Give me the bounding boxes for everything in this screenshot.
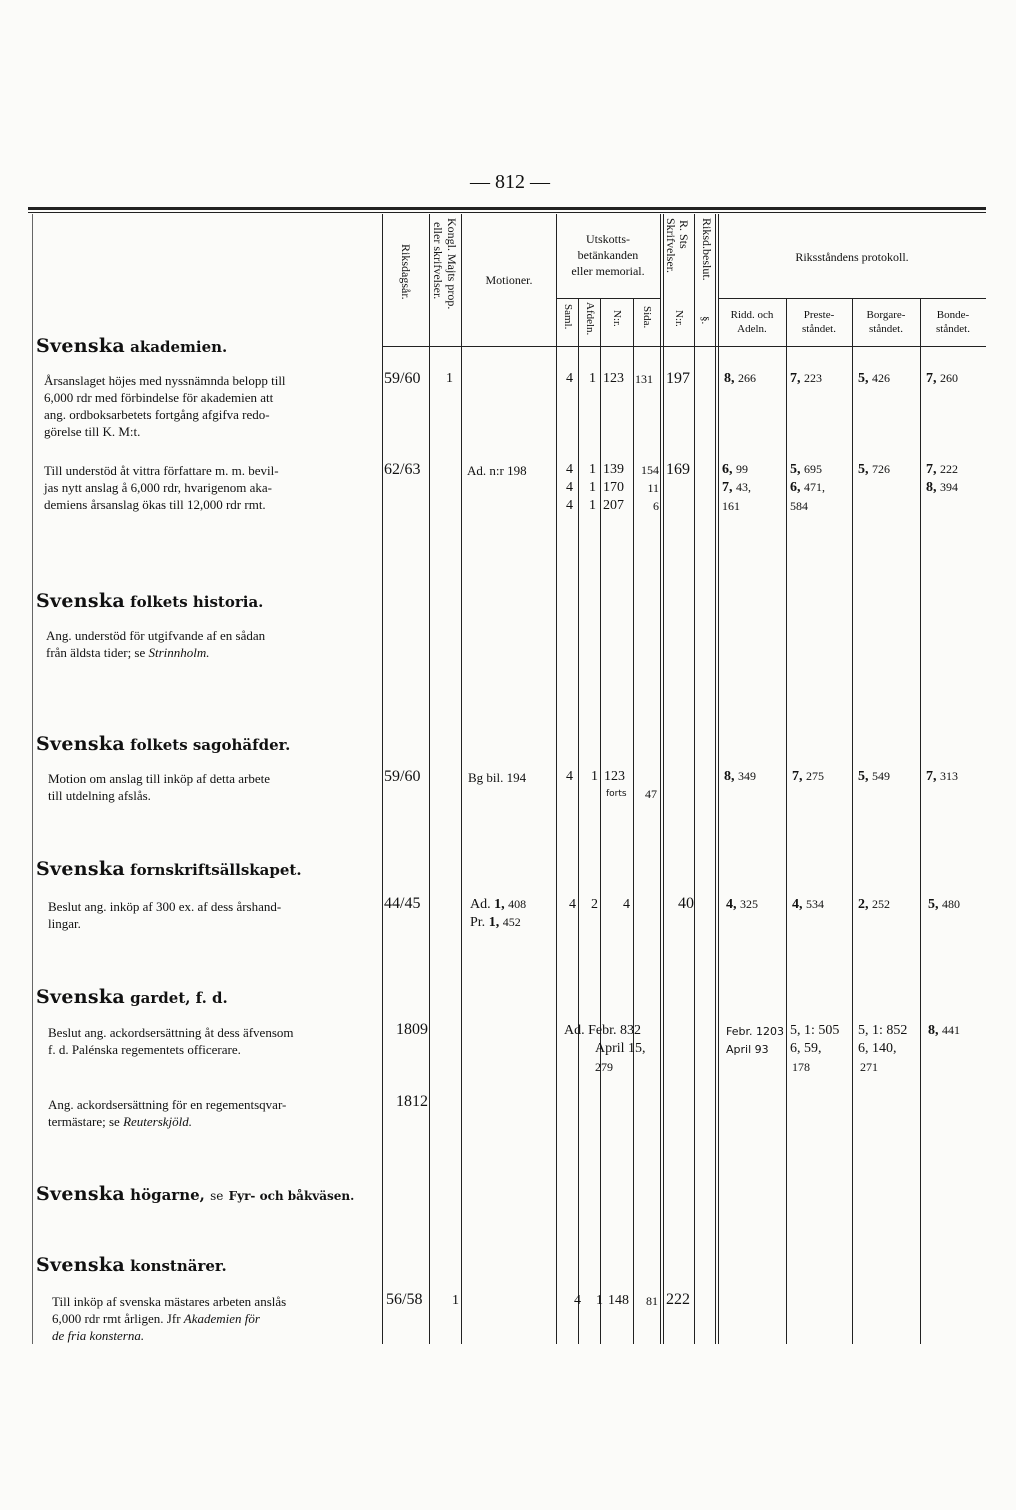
section-rest: fornskriftsällskapet. xyxy=(130,861,302,879)
desc-line: Ang. ackordsersättning för en regementsqvar- xyxy=(48,1097,287,1112)
entry-4-ridd xyxy=(724,768,756,785)
entry-2-prest-2 xyxy=(790,479,825,496)
entry-7-description xyxy=(48,1096,388,1130)
section-fornskriftsallskapet xyxy=(36,858,302,880)
entry-2-motion: Ad. n:r 198 xyxy=(467,463,527,478)
entry-5-bonde xyxy=(928,896,960,913)
header-sida: Sida. xyxy=(641,306,653,329)
page-ref: 426 xyxy=(872,371,890,385)
top-rule-thick xyxy=(28,207,986,210)
col-line-saml xyxy=(578,298,579,1344)
cross-reference-link[interactable]: Akademien för xyxy=(183,1311,260,1326)
entry-1-rnr: 197 xyxy=(666,370,690,387)
volume: 4, xyxy=(792,897,803,912)
desc-line xyxy=(52,1310,392,1327)
desc-line: Beslut ang. ackordsersättning åt dess äfvensom xyxy=(48,1025,294,1040)
header-ridd-1: Ridd. och xyxy=(730,309,774,321)
volume: 1, xyxy=(488,915,500,930)
page-ref: 726 xyxy=(872,462,890,476)
desc-line: jas nytt anslag å 6,000 rdr, hvarigenom aka- xyxy=(44,480,272,495)
volume: 5, xyxy=(858,769,869,784)
volume: 5, xyxy=(790,462,801,477)
entry-8-nr: 148 xyxy=(608,1293,629,1308)
entry-5-year: 44/45 xyxy=(384,895,421,912)
entry-8-prop: 1 xyxy=(452,1293,459,1308)
entry-6-ridd-1: Febr. 1203 xyxy=(726,1025,784,1038)
desc-line: Motion om anslag till inköp af detta arbete xyxy=(48,771,271,786)
entry-5-description xyxy=(48,898,388,932)
volume: 7, xyxy=(722,480,733,495)
entry-4-year: 59/60 xyxy=(384,768,421,785)
entry-2-ridd-1 xyxy=(722,461,748,478)
section-folkets-sagohafder xyxy=(36,733,290,755)
volume: 6, xyxy=(790,480,801,495)
entry-6-year: 1809 xyxy=(396,1021,428,1038)
page-ref: 394 xyxy=(940,480,958,494)
page-ref: 266 xyxy=(738,371,756,385)
entry-8-description xyxy=(52,1293,392,1344)
entry-4-bonde xyxy=(926,768,958,785)
header-kongl-skrif: eller skrifvelser. xyxy=(431,222,445,300)
section-word: Svenska xyxy=(36,733,125,755)
volume: 7, xyxy=(926,371,937,386)
entry-5-ridd xyxy=(726,896,758,913)
header-ridd-2: Adeln. xyxy=(737,323,767,335)
page-ref: 349 xyxy=(738,769,756,783)
page-ref: 549 xyxy=(872,769,890,783)
section-folkets-historia xyxy=(36,590,263,612)
desc-line: Beslut ang. inköp af 300 ex. af dess årshand- xyxy=(48,899,282,914)
header-prest-1: Preste- xyxy=(803,309,835,321)
entry-2-rnr: 169 xyxy=(666,461,690,478)
entry-2-borg xyxy=(858,461,890,478)
col-line-sida-b xyxy=(663,214,664,1344)
page-ref: 441 xyxy=(942,1023,960,1037)
page-ref: 408 xyxy=(508,897,527,911)
entry-4-sida: 47 xyxy=(645,787,657,801)
desc-text: 6,000 rdr rmt årligen. Jfr xyxy=(52,1311,181,1326)
entry-1-saml: 4 xyxy=(566,371,573,386)
page-ref: 275 xyxy=(806,769,824,783)
entry-8-saml: 4 xyxy=(574,1293,581,1308)
volume: 8, xyxy=(928,1023,939,1038)
volume: 7, xyxy=(790,371,801,386)
header-bonde-1: Bonde- xyxy=(936,309,970,321)
section-hogarne xyxy=(36,1183,354,1205)
entry-6-borg-3: 271 xyxy=(860,1060,878,1074)
entry-7-year: 1812 xyxy=(396,1093,428,1110)
page-ref: 223 xyxy=(804,371,822,385)
section-rest: högarne, xyxy=(130,1186,205,1204)
entry-1-borg xyxy=(858,370,890,387)
header-borg-1: Borgare- xyxy=(866,309,906,321)
entry-5-afd: 2 xyxy=(591,897,598,912)
entry-4-saml: 4 xyxy=(566,769,573,784)
entry-3-description xyxy=(46,627,386,661)
entry-1-ridd xyxy=(724,370,756,387)
entry-1-description xyxy=(44,372,384,440)
entry-1-afd: 1 xyxy=(589,371,596,386)
section-word: Svenska xyxy=(36,1183,125,1205)
entry-2-prest-1 xyxy=(790,461,822,478)
entry-4-nr: 123 xyxy=(604,769,625,784)
entry-1-sida: 131 xyxy=(635,372,653,386)
col-line-afd xyxy=(600,298,601,1344)
entry-2-sida-1: 154 xyxy=(641,463,659,477)
entry-6-description xyxy=(48,1024,388,1058)
desc-line: lingar. xyxy=(48,916,81,931)
entry-5-motion-2 xyxy=(470,914,521,931)
entry-1-prest xyxy=(790,370,822,387)
page-ref: 260 xyxy=(940,371,958,385)
header-r-sts: R. Sts xyxy=(677,220,691,249)
entry-4-forts: forts xyxy=(606,789,627,799)
col-line-beslut-b xyxy=(718,214,719,1344)
entry-6-borg-2: 6, 140, xyxy=(858,1041,897,1056)
entry-6-bonde xyxy=(928,1022,960,1039)
header-afdeln: Afdeln. xyxy=(584,302,596,336)
volume: 7, xyxy=(792,769,803,784)
left-margin-line xyxy=(32,214,33,1344)
col-line-motion xyxy=(556,214,557,1344)
page-ref: 222 xyxy=(940,462,958,476)
section-konstnarer xyxy=(36,1254,227,1276)
desc-line: demiens årsanslag ökas till 12,000 rdr rmt. xyxy=(44,497,266,512)
volume: 7, xyxy=(926,462,937,477)
page-ref: 325 xyxy=(740,897,758,911)
desc-line: Till inköp af svenska mästares arbeten anslås xyxy=(52,1294,287,1309)
entry-2-saml-2: 4 xyxy=(566,480,573,495)
header-r-nr: N:r. xyxy=(673,310,685,327)
cross-reference-link[interactable]: de fria konsterna. xyxy=(52,1328,145,1343)
desc-line: 6,000 rdr med förbindelse för akademien att xyxy=(44,390,274,405)
col-line-rnr xyxy=(694,214,695,1344)
header-bottom-rule xyxy=(382,346,986,347)
entry-2-afd-2: 1 xyxy=(589,480,596,495)
volume: 6, xyxy=(722,462,733,477)
desc-line xyxy=(46,644,386,661)
entry-5-rnr: 40 xyxy=(678,895,694,912)
section-word: Svenska xyxy=(36,335,125,357)
header-prest-2: ståndet. xyxy=(802,323,836,335)
entry-2-nr-3: 207 xyxy=(603,498,624,513)
desc-line: görelse till K. M:t. xyxy=(44,424,141,439)
entry-2-ridd-2 xyxy=(722,479,751,496)
page-ref: 480 xyxy=(942,897,960,911)
desc-line: Ang. understöd för utgifvande af en sådan xyxy=(46,628,266,643)
col-line-beslut-a xyxy=(715,214,716,1344)
entry-5-nr: 4 xyxy=(623,897,630,912)
header-borg-2: ståndet. xyxy=(869,323,903,335)
col-line-ridd xyxy=(786,298,787,1344)
desc-line: Årsanslaget höjes med nyssnämnda belopp till xyxy=(44,373,286,388)
entry-2-afd-1: 1 xyxy=(589,462,596,477)
entry-4-borg xyxy=(858,768,890,785)
entry-6-prest-2: 6, 59, xyxy=(790,1041,822,1056)
entry-4-description xyxy=(48,770,388,804)
page-number: — 812 — xyxy=(470,171,550,193)
entry-2-saml-3: 4 xyxy=(566,498,573,513)
entry-5-borg xyxy=(858,896,890,913)
volume: 5, xyxy=(928,897,939,912)
desc-line: till utdelning afslås. xyxy=(48,788,151,803)
header-nr: N:r. xyxy=(611,310,623,327)
motion-prefix: Pr. xyxy=(470,915,486,930)
entry-1-year: 59/60 xyxy=(384,370,421,387)
entry-1-prop: 1 xyxy=(446,371,453,386)
entry-6-utskott-1: Ad. Febr. 832 xyxy=(564,1023,641,1038)
page-ref: 471, xyxy=(804,480,825,494)
volume: 8, xyxy=(926,480,937,495)
entry-8-year: 56/58 xyxy=(386,1291,423,1308)
entry-2-bonde-1 xyxy=(926,461,958,478)
page-ref: 43, xyxy=(736,480,751,494)
volume: 1, xyxy=(494,897,505,912)
header-riksstandens: Riksståndens protokoll. xyxy=(795,250,909,264)
desc-line: ang. ordboksarbetets fortgång afgifva redo- xyxy=(44,407,270,422)
entry-2-nr-1: 139 xyxy=(603,462,624,477)
header-motioner: Motioner. xyxy=(485,273,533,287)
entry-4-prest xyxy=(792,768,824,785)
volume: 4, xyxy=(726,897,737,912)
entry-2-bonde-2 xyxy=(926,479,958,496)
entry-4-motion: Bg bil. 194 xyxy=(468,770,527,785)
cross-reference-link[interactable]: Reuterskjöld. xyxy=(123,1114,193,1129)
motion-prefix: Ad. xyxy=(470,897,491,912)
section-rest: konstnärer. xyxy=(130,1257,227,1275)
section-rest: folkets historia. xyxy=(130,593,264,611)
section-word: Svenska xyxy=(36,590,125,612)
page-ref: 252 xyxy=(872,897,890,911)
header-riksdagsar: Riksdagsår. xyxy=(399,244,413,300)
see-label: se xyxy=(210,1189,224,1203)
desc-text: termästare; se xyxy=(48,1114,120,1129)
cross-reference-link[interactable]: Strinnholm. xyxy=(148,645,210,660)
desc-text: från äldsta tider; se xyxy=(46,645,146,660)
header-skrifvelser: Skrifvelser. xyxy=(664,218,678,273)
entry-2-sida-3: 6 xyxy=(653,499,659,513)
entry-6-borg-1: 5, 1: 852 xyxy=(858,1023,908,1038)
col-line-nr xyxy=(633,298,634,1344)
col-line-borg xyxy=(920,298,921,1344)
entry-6-utskott-3: 279 xyxy=(595,1060,613,1074)
desc-line xyxy=(48,1113,388,1130)
page-ref: 452 xyxy=(502,915,521,929)
entry-1-bonde xyxy=(926,370,958,387)
entry-2-year: 62/63 xyxy=(384,461,421,478)
volume: 5, xyxy=(858,371,869,386)
entry-5-motion-1 xyxy=(470,896,526,913)
entry-5-saml: 4 xyxy=(569,897,576,912)
desc-line xyxy=(52,1327,392,1344)
entry-6-ridd-2: April 93 xyxy=(726,1043,769,1056)
volume: 7, xyxy=(926,769,937,784)
section-gardet xyxy=(36,986,228,1008)
page-ref: 695 xyxy=(804,462,822,476)
entry-6-utskott-2: April 15, xyxy=(595,1041,646,1056)
header-utskotts-2: betänkanden xyxy=(577,248,639,262)
section-akademien xyxy=(36,335,227,357)
entry-2-description xyxy=(44,462,384,513)
volume: 5, xyxy=(858,462,869,477)
volume: 8, xyxy=(724,769,735,784)
entry-8-afd: 1 xyxy=(596,1293,603,1308)
entry-6-prest-1: 5, 1: 505 xyxy=(790,1023,840,1038)
col-line-year xyxy=(429,214,430,1344)
col-line-sida-a xyxy=(660,214,661,1344)
section-word: Svenska xyxy=(36,986,125,1008)
col-line-prop xyxy=(461,214,462,1344)
cross-reference-link[interactable]: Fyr- och båkväsen. xyxy=(228,1189,355,1203)
col-line-prest xyxy=(852,298,853,1344)
entry-2-saml-1: 4 xyxy=(566,462,573,477)
page-ref: 313 xyxy=(940,769,958,783)
top-rule-thin xyxy=(28,212,986,213)
desc-line: f. d. Palénska regementets officerare. xyxy=(48,1042,241,1057)
header-kongl-prop: Kongl. Majts prop. xyxy=(445,218,459,310)
entry-2-ridd-3: 161 xyxy=(722,499,740,513)
header-saml: Saml. xyxy=(562,304,574,330)
section-word: Svenska xyxy=(36,858,125,880)
entry-2-prest-3: 584 xyxy=(790,499,808,513)
entry-1-nr: 123 xyxy=(603,371,624,386)
entry-8-rnr: 222 xyxy=(666,1291,690,1308)
desc-line: Till understöd åt vittra författare m. m. bevil- xyxy=(44,463,279,478)
header-bonde-2: ståndet. xyxy=(936,323,970,335)
page-ref: 99 xyxy=(736,462,748,476)
entry-2-afd-3: 1 xyxy=(589,498,596,513)
header-riksd-beslut: Riksd.beslut. xyxy=(700,218,714,281)
volume: 2, xyxy=(858,897,869,912)
section-rest: akademien. xyxy=(130,338,228,356)
header-utskotts-3: eller memorial. xyxy=(571,264,645,278)
section-rest: gardet, f. d. xyxy=(130,989,228,1007)
entry-6-prest-3: 178 xyxy=(792,1060,810,1074)
entry-8-sida: 81 xyxy=(646,1294,658,1308)
section-word: Svenska xyxy=(36,1254,125,1276)
entry-4-afd: 1 xyxy=(591,769,598,784)
section-rest: folkets sagohäfder. xyxy=(130,736,291,754)
utskott-subheader-rule xyxy=(556,298,660,299)
header-utskotts-1: Utskotts- xyxy=(585,232,630,246)
entry-2-sida-2: 11 xyxy=(647,481,659,495)
header-paragraph: §. xyxy=(699,316,711,325)
entry-2-nr-2: 170 xyxy=(603,480,624,495)
page-ref: 534 xyxy=(806,897,824,911)
entry-5-prest xyxy=(792,896,824,913)
volume: 8, xyxy=(724,371,735,386)
